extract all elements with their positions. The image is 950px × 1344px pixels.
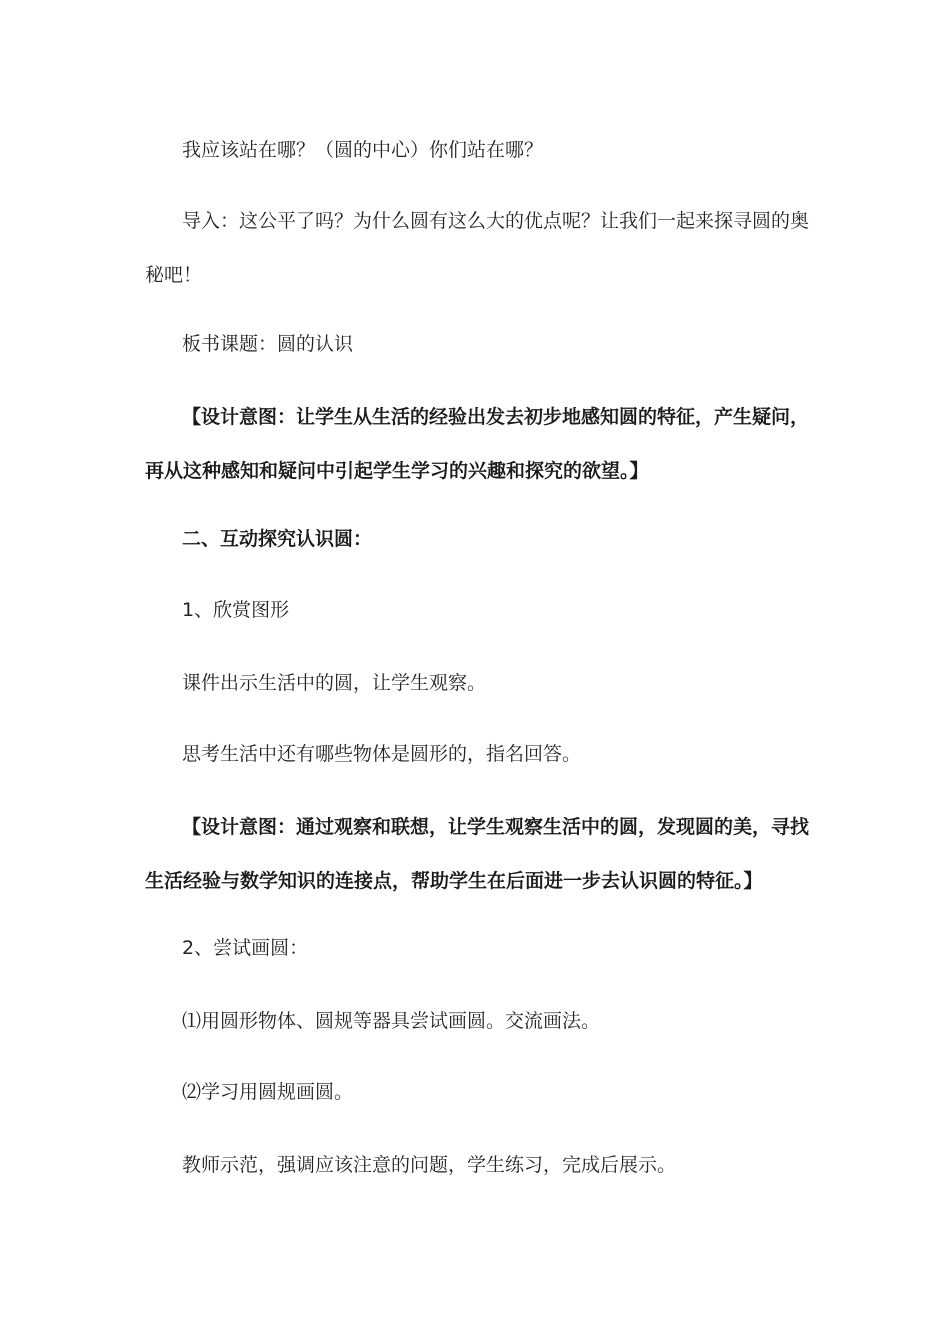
paragraph-appreciate: 1、欣赏图形 bbox=[182, 599, 290, 621]
paragraph-intro: 导入：这公平了吗？为什么圆有这么大的优点呢？让我们一起来探寻圆的奥秘吧！ bbox=[145, 210, 810, 286]
paragraph-teacher-demo: 教师示范，强调应该注意的问题，学生练习，完成后展示。 bbox=[182, 1154, 677, 1176]
paragraph-design-intent-2: 【设计意图：通过观察和联想，让学生观察生活中的圆，发现圆的美，寻找生活经验与数学知识的连接点，帮助学生在后面进一步去认识圆的特征。】 bbox=[145, 816, 810, 892]
section-heading-explore: 二、互动探究认识圆： bbox=[182, 528, 373, 550]
paragraph-courseware: 课件出示生活中的圆，让学生观察。 bbox=[182, 672, 487, 694]
paragraph-try-draw: 2、尝试画圆： bbox=[182, 937, 309, 959]
paragraph-design-intent-1: 【设计意图：让学生从生活的经验出发去初步地感知圆的特征，产生疑问，再从这种感知和疑问中引起学生学习的兴趣和探究的欲望。】 bbox=[145, 406, 810, 482]
paragraph-draw-tools: ⑴用圆形物体、圆规等器具尝试画圆。交流画法。 bbox=[182, 1010, 601, 1032]
paragraph-compass: ⑵学习用圆规画圆。 bbox=[182, 1081, 354, 1103]
paragraph-think: 思考生活中还有哪些物体是圆形的，指名回答。 bbox=[182, 743, 582, 765]
paragraph-center-question: 我应该站在哪？（圆的中心）你们站在哪？ bbox=[182, 139, 544, 161]
paragraph-lesson-title: 板书课题：圆的认识 bbox=[182, 333, 354, 355]
